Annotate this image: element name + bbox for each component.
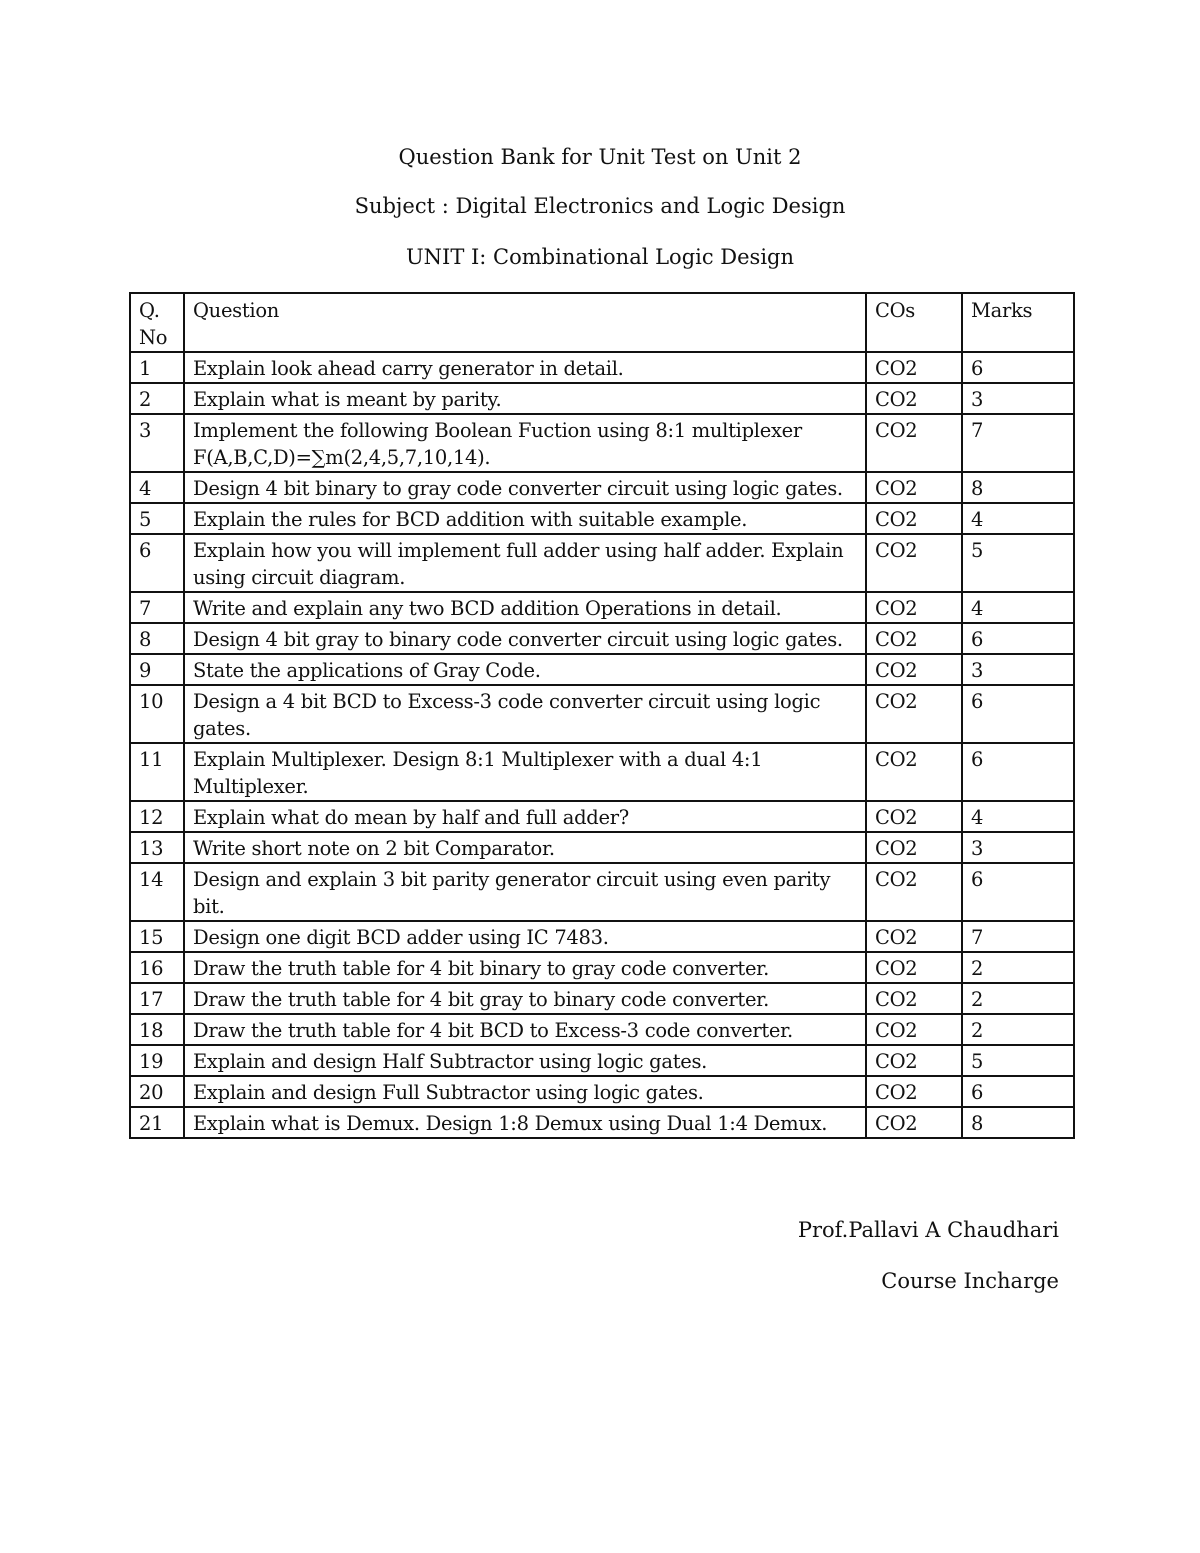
row-question: Draw the truth table for 4 bit binary to gray code converter. (184, 952, 866, 983)
document-title: Question Bank for Unit Test on Unit 2 (398, 145, 802, 169)
row-marks: 3 (962, 654, 1074, 685)
row-question: Explain what do mean by half and full adder? (184, 801, 866, 832)
row-marks: 2 (962, 983, 1074, 1014)
row-qno: 16 (130, 952, 184, 983)
table-row (130, 623, 1074, 654)
row-qno: 15 (130, 921, 184, 952)
row-co: CO2 (866, 623, 962, 654)
row-co: CO2 (866, 654, 962, 685)
row-marks: 2 (962, 1014, 1074, 1045)
row-question: Write short note on 2 bit Comparator. (184, 832, 866, 863)
column-header-qno: Q. No (130, 293, 184, 352)
row-co: CO2 (866, 1107, 962, 1138)
row-question: Design a 4 bit BCD to Excess-3 code converter circuit using logic gates. (184, 685, 866, 743)
row-qno: 2 (130, 383, 184, 414)
question-table (129, 292, 1075, 1139)
row-co: CO2 (866, 1045, 962, 1076)
row-qno: 11 (130, 743, 184, 801)
row-question: Draw the truth table for 4 bit BCD to Excess-3 code converter. (184, 1014, 866, 1045)
row-co: CO2 (866, 983, 962, 1014)
column-header-marks: Marks (962, 293, 1074, 352)
table-body (130, 352, 1074, 1138)
unit-line: UNIT I: Combinational Logic Design (405, 245, 795, 269)
table-row (130, 801, 1074, 832)
row-marks: 2 (962, 952, 1074, 983)
row-co: CO2 (866, 503, 962, 534)
row-qno: 4 (130, 472, 184, 503)
row-co: CO2 (866, 534, 962, 592)
row-qno: 13 (130, 832, 184, 863)
instructor-role: Course Incharge (881, 1269, 1059, 1293)
table-row (130, 654, 1074, 685)
row-marks: 3 (962, 832, 1074, 863)
row-qno: 10 (130, 685, 184, 743)
table-row (130, 383, 1074, 414)
table-row (130, 1014, 1074, 1045)
row-question: Design one digit BCD adder using IC 7483. (184, 921, 866, 952)
row-marks: 6 (962, 1076, 1074, 1107)
row-marks: 8 (962, 472, 1074, 503)
table-row (130, 952, 1074, 983)
row-marks: 6 (962, 352, 1074, 383)
row-question: Explain how you will implement full adder using half adder. Explain using circuit diagram. (184, 534, 866, 592)
row-qno: 12 (130, 801, 184, 832)
table-row (130, 685, 1074, 743)
row-co: CO2 (866, 832, 962, 863)
table-row (130, 1045, 1074, 1076)
row-marks: 6 (962, 863, 1074, 921)
row-qno: 3 (130, 414, 184, 472)
row-qno: 14 (130, 863, 184, 921)
row-marks: 7 (962, 921, 1074, 952)
row-co: CO2 (866, 472, 962, 503)
row-qno: 17 (130, 983, 184, 1014)
row-question: Design and explain 3 bit parity generator circuit using even parity bit. (184, 863, 866, 921)
row-question: Explain look ahead carry generator in detail. (184, 352, 866, 383)
table-row (130, 983, 1074, 1014)
row-co: CO2 (866, 1014, 962, 1045)
row-co: CO2 (866, 921, 962, 952)
row-qno: 19 (130, 1045, 184, 1076)
row-question: Design 4 bit gray to binary code converter circuit using logic gates. (184, 623, 866, 654)
table-row (130, 1107, 1074, 1138)
table-row (130, 832, 1074, 863)
row-question: Explain Multiplexer. Design 8:1 Multiplexer with a dual 4:1 Multiplexer. (184, 743, 866, 801)
row-question: Draw the truth table for 4 bit gray to binary code converter. (184, 983, 866, 1014)
row-co: CO2 (866, 801, 962, 832)
row-qno: 1 (130, 352, 184, 383)
row-marks: 6 (962, 685, 1074, 743)
subject-line: Subject : Digital Electronics and Logic Design (354, 194, 846, 218)
row-co: CO2 (866, 414, 962, 472)
table-row (130, 592, 1074, 623)
row-co: CO2 (866, 863, 962, 921)
table-row (130, 414, 1074, 472)
row-question: Explain the rules for BCD addition with suitable example. (184, 503, 866, 534)
row-marks: 4 (962, 503, 1074, 534)
row-marks: 7 (962, 414, 1074, 472)
row-question: Explain and design Half Subtractor using logic gates. (184, 1045, 866, 1076)
row-qno: 6 (130, 534, 184, 592)
row-co: CO2 (866, 743, 962, 801)
row-qno: 5 (130, 503, 184, 534)
row-question: State the applications of Gray Code. (184, 654, 866, 685)
row-co: CO2 (866, 352, 962, 383)
table-row (130, 503, 1074, 534)
table-row (130, 472, 1074, 503)
table-row (130, 863, 1074, 921)
table-row (130, 534, 1074, 592)
row-co: CO2 (866, 952, 962, 983)
column-header-cos: COs (866, 293, 962, 352)
row-co: CO2 (866, 592, 962, 623)
table-row (130, 743, 1074, 801)
row-marks: 8 (962, 1107, 1074, 1138)
row-marks: 6 (962, 623, 1074, 654)
row-marks: 4 (962, 592, 1074, 623)
table-row (130, 1076, 1074, 1107)
row-co: CO2 (866, 1076, 962, 1107)
table-row (130, 352, 1074, 383)
row-co: CO2 (866, 383, 962, 414)
row-marks: 5 (962, 1045, 1074, 1076)
row-qno: 8 (130, 623, 184, 654)
table-row (130, 921, 1074, 952)
row-question: Explain and design Full Subtractor using logic gates. (184, 1076, 866, 1107)
instructor-name: Prof.Pallavi A Chaudhari (797, 1218, 1059, 1242)
row-qno: 20 (130, 1076, 184, 1107)
row-qno: 7 (130, 592, 184, 623)
row-qno: 9 (130, 654, 184, 685)
column-header-question: Question (184, 293, 866, 352)
row-qno: 21 (130, 1107, 184, 1138)
row-question: Explain what is meant by parity. (184, 383, 866, 414)
row-question: Write and explain any two BCD addition Operations in detail. (184, 592, 866, 623)
row-qno: 18 (130, 1014, 184, 1045)
table-header-row (130, 293, 1074, 352)
row-question: Explain what is Demux. Design 1:8 Demux using Dual 1:4 Demux. (184, 1107, 866, 1138)
row-marks: 6 (962, 743, 1074, 801)
row-marks: 5 (962, 534, 1074, 592)
row-question: Design 4 bit binary to gray code converter circuit using logic gates. (184, 472, 866, 503)
row-marks: 3 (962, 383, 1074, 414)
row-question: Implement the following Boolean Fuction using 8:1 multiplexer F(A,B,C,D)=∑m(2,4,5,7,10,14). (184, 414, 866, 472)
row-marks: 4 (962, 801, 1074, 832)
row-co: CO2 (866, 685, 962, 743)
